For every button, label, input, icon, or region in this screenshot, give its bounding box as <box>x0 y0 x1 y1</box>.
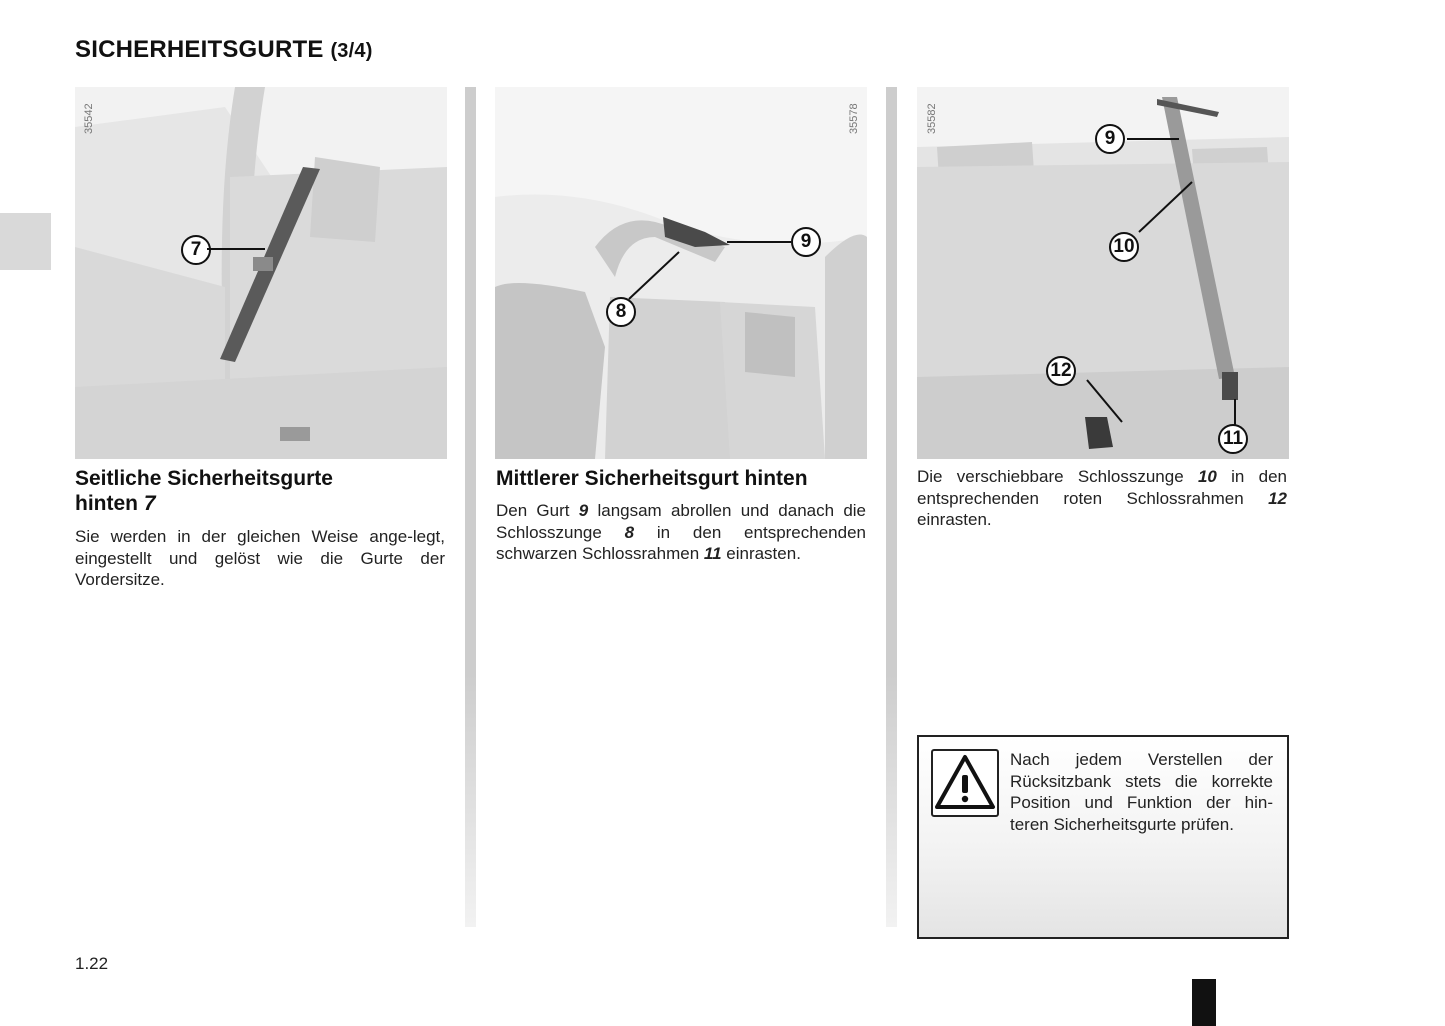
side-rear-belt-illustration <box>75 87 447 459</box>
reference-number: 10 <box>1197 467 1217 486</box>
callout-8: 8 <box>606 297 636 327</box>
page-number: 1.22 <box>75 954 109 973</box>
section-heading-middle-rear: Mittlerer Sicherheitsgurt hinten <box>496 467 808 490</box>
paragraph-side-rear: Sie werden in der gleichen Weise ange-legt, eingestellt und gelöst wie die Gurte der Vordersitze. <box>75 527 445 589</box>
photo-side-rear-belts <box>75 87 447 459</box>
photo-middle-rear-belt <box>495 87 867 459</box>
callout-9: 9 <box>1095 124 1125 154</box>
warning-triangle-icon <box>931 749 999 817</box>
section-heading-side-rear <box>75 466 447 516</box>
callout-9: 9 <box>791 227 821 257</box>
warning-text: Nach jedem Verstellen der Rücksitzbank stets die korrekte Position und Funktion der hin-teren Sicherheitsgurte prüfen. <box>1010 750 1273 834</box>
text-run: einrasten. <box>721 544 801 563</box>
callout-7: 7 <box>181 235 211 265</box>
reference-number: 8 <box>624 522 635 542</box>
text-run: Die verschiebbare Schlosszunge <box>917 467 1198 486</box>
warning-box <box>917 735 1289 939</box>
page-title-suffix: (3/4) <box>330 40 373 62</box>
callout-11: 11 <box>1218 424 1248 454</box>
chapter-tab-marker <box>0 213 51 270</box>
text-run: in den entsprechenden roten Schlossrahmen <box>917 467 1287 508</box>
photo-middle-belt-buckles <box>917 87 1289 459</box>
callout-12: 12 <box>1046 356 1076 386</box>
heading-reference-number: 7 <box>143 492 156 515</box>
heading-line: Seitliche Sicherheitsgurte <box>75 467 333 490</box>
photo-code: 35542 <box>83 103 95 134</box>
text-run: einrasten. <box>917 510 992 529</box>
paragraph-buckle-frames <box>917 466 1287 531</box>
reference-number: 12 <box>1268 488 1287 508</box>
reference-number: 11 <box>703 544 722 563</box>
column-divider <box>465 87 476 927</box>
text-run: in den entsprechenden schwarzen Schlossrahmen <box>496 522 866 563</box>
callout-leader-lines <box>621 237 801 317</box>
page-edge-marker <box>1192 979 1216 1026</box>
heading-text: hinten <box>75 492 138 515</box>
callout-leader-line <box>207 245 267 253</box>
paragraph-middle-rear <box>496 500 866 565</box>
callout-10: 10 <box>1109 232 1139 262</box>
photo-code: 35578 <box>848 103 860 134</box>
column-divider <box>886 87 897 927</box>
photo-code: 35582 <box>926 103 938 134</box>
text-run: Den Gurt <box>496 501 579 520</box>
warning-triangle-icon-graphic <box>933 751 997 815</box>
text-run: langsam abrollen und danach die Schlosszunge <box>496 501 867 542</box>
page-title-main: SICHERHEITSGURTE <box>75 36 324 63</box>
page-title <box>75 36 373 64</box>
heading-line <box>75 491 447 516</box>
reference-number: 9 <box>578 501 589 520</box>
